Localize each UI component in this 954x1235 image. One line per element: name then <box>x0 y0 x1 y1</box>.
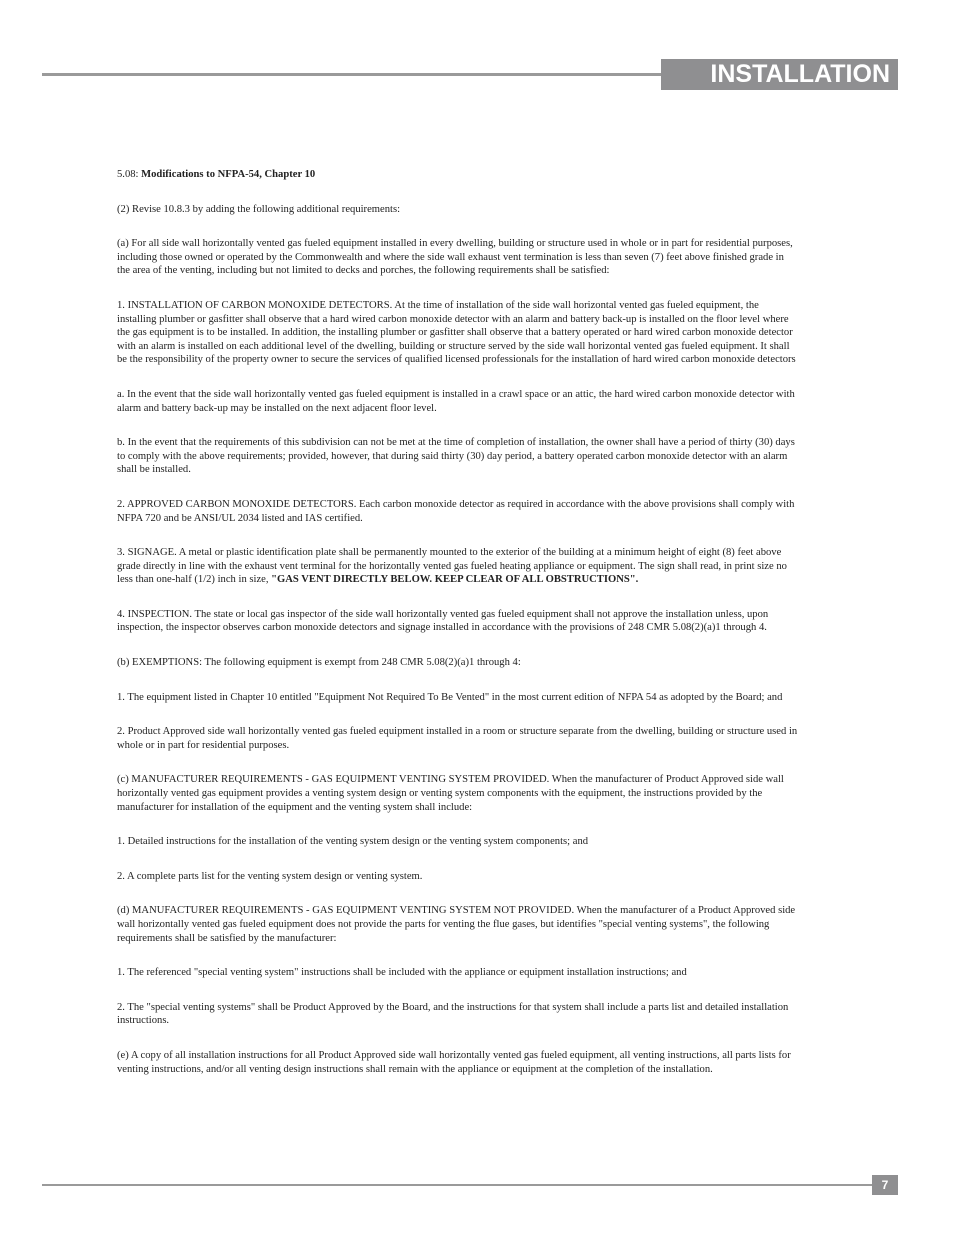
paragraph: (b) EXEMPTIONS: The following equipment is exempt from 248 CMR 5.08(2)(a)1 through 4: <box>117 657 521 669</box>
header-rule <box>42 73 664 76</box>
paragraph: 4. INSPECTION. The state or local gas inspector of the side wall horizontally vented gas fueled equipment shall not approve the installation unless, upon inspection, the inspector observes carbon monoxide detectors and signage installed in accordance with the provisions of 248 CMR 5.08(2)(a)1 through 4. <box>117 608 769 634</box>
paragraph: 2. A complete parts list for the venting system design or venting system. <box>117 870 423 882</box>
document-body <box>117 168 799 1097</box>
section-prefix: 5.08: <box>117 169 142 180</box>
paragraph: 1. Detailed instructions for the installation of the venting system design or the venting system components; and <box>117 836 589 848</box>
paragraph: 2. Product Approved side wall horizontally vented gas fueled equipment installed in a room or structure separate from the dwelling, building or structure used in whole or in part for residential purposes. <box>117 726 798 751</box>
page-number: 7 <box>872 1175 898 1195</box>
paragraph: (e) A copy of all installation instructions for all Product Approved side wall horizontally vented gas fueled equipment, all venting instructions, all parts lists for venting instructions, and/or all venting design instructions shall remain with the appliance or equipment at the completion of the installation. <box>117 1049 791 1075</box>
paragraph: 2. The "special venting systems" shall be Product Approved by the Board, and the instructions for that system shall include a parts list and detailed installation instructions. <box>117 1001 789 1027</box>
paragraph: a. In the event that the side wall horizontally vented gas fueled equipment is installed in a crawl space or an attic, the hard wired carbon monoxide detector with alarm and battery back-up may be installed on the next adjacent floor level. <box>117 388 795 414</box>
paragraph: b. In the event that the requirements of this subdivision can not be met at the time of completion of installation, the owner shall have a period of thirty (30) days to comply with the above requirements; provided, however, that during said thirty (30) day period, a battery operated carbon monoxide detector with an alarm shall be installed. <box>117 437 795 476</box>
paragraph: 1. INSTALLATION OF CARBON MONOXIDE DETECTORS. At the time of installation of the side wall horizontal vented gas fueled equipment, the installing plumber or gasfitter shall observe that a hard wired carbon monoxide detector with an alarm and battery back-up is installed on the floor level where the gas equipment is to be installed. In addition, the installing plumber or gasfitter shall observe that a battery operated or hard wired carbon monoxide detector with an alarm is installed on each additional level of the dwelling, building or structure served by the side wall horizontal vented gas fueled equipment. It shall be the responsibility of the property owner to secure the services of qualified licensed professionals for the installation of hard wired carbon monoxide detectors <box>117 299 796 366</box>
paragraph: (d) MANUFACTURER REQUIREMENTS - GAS EQUIPMENT VENTING SYSTEM NOT PROVIDED. When the manufacturer of a Product Approved side wall horizontally vented gas fueled equipment does not provide the parts for venting the flue gases, but identifies "special venting systems", the following requirements shall be satisfied by the manufacturer: <box>117 905 796 944</box>
paragraph: 1. The equipment listed in Chapter 10 entitled "Equipment Not Required To Be Vented" in the most current edition of NFPA 54 as adopted by the Board; and <box>117 691 783 703</box>
paragraph: (2) Revise 10.8.3 by adding the following additional requirements: <box>117 203 401 215</box>
section-title: Modifications to NFPA-54, Chapter 10 <box>141 169 316 180</box>
section-header: INSTALLATION <box>661 59 898 90</box>
signage-bold-text: "GAS VENT DIRECTLY BELOW. KEEP CLEAR OF ALL OBSTRUCTIONS". <box>271 574 639 586</box>
signage-text: 3. SIGNAGE. A metal or plastic identification plate shall be permanently mounted to the exterior of the building at a minimum height of eight (8) feet above grade directly in line with the exhaust vent terminal for the horizontally vented gas fueled heating appliance or equipment. The sign shall read, in print size no less than one-half (1/2) inch in size, <box>117 547 787 586</box>
paragraph: 1. The referenced "special venting system" instructions shall be included with the appliance or equipment installation instructions; and <box>117 967 687 979</box>
paragraph: 2. APPROVED CARBON MONOXIDE DETECTORS. Each carbon monoxide detector as required in accordance with the above provisions shall comply with NFPA 720 and be ANSI/UL 2034 listed and IAS certified. <box>117 498 795 524</box>
signage-paragraph <box>117 546 799 587</box>
paragraph: (a) For all side wall horizontally vented gas fueled equipment installed in every dwelling, building or structure used in whole or in part for residential purposes, including those owned or operated by the Commonwealth and where the side wall exhaust vent termination is less than seven (7) feet above finished grade in the area of the venting, including but not limited to decks and porches, the following requirements shall be satisfied: <box>117 238 793 277</box>
footer-rule <box>42 1184 872 1186</box>
paragraph: (c) MANUFACTURER REQUIREMENTS - GAS EQUIPMENT VENTING SYSTEM PROVIDED. When the manufacturer of Product Approved side wall horizontally vented gas equipment provides a venting system design or venting system components with the equipment, the instructions provided by the manufacturer for installation of the equipment and the venting system shall include: <box>117 774 784 813</box>
section-heading <box>117 168 799 182</box>
